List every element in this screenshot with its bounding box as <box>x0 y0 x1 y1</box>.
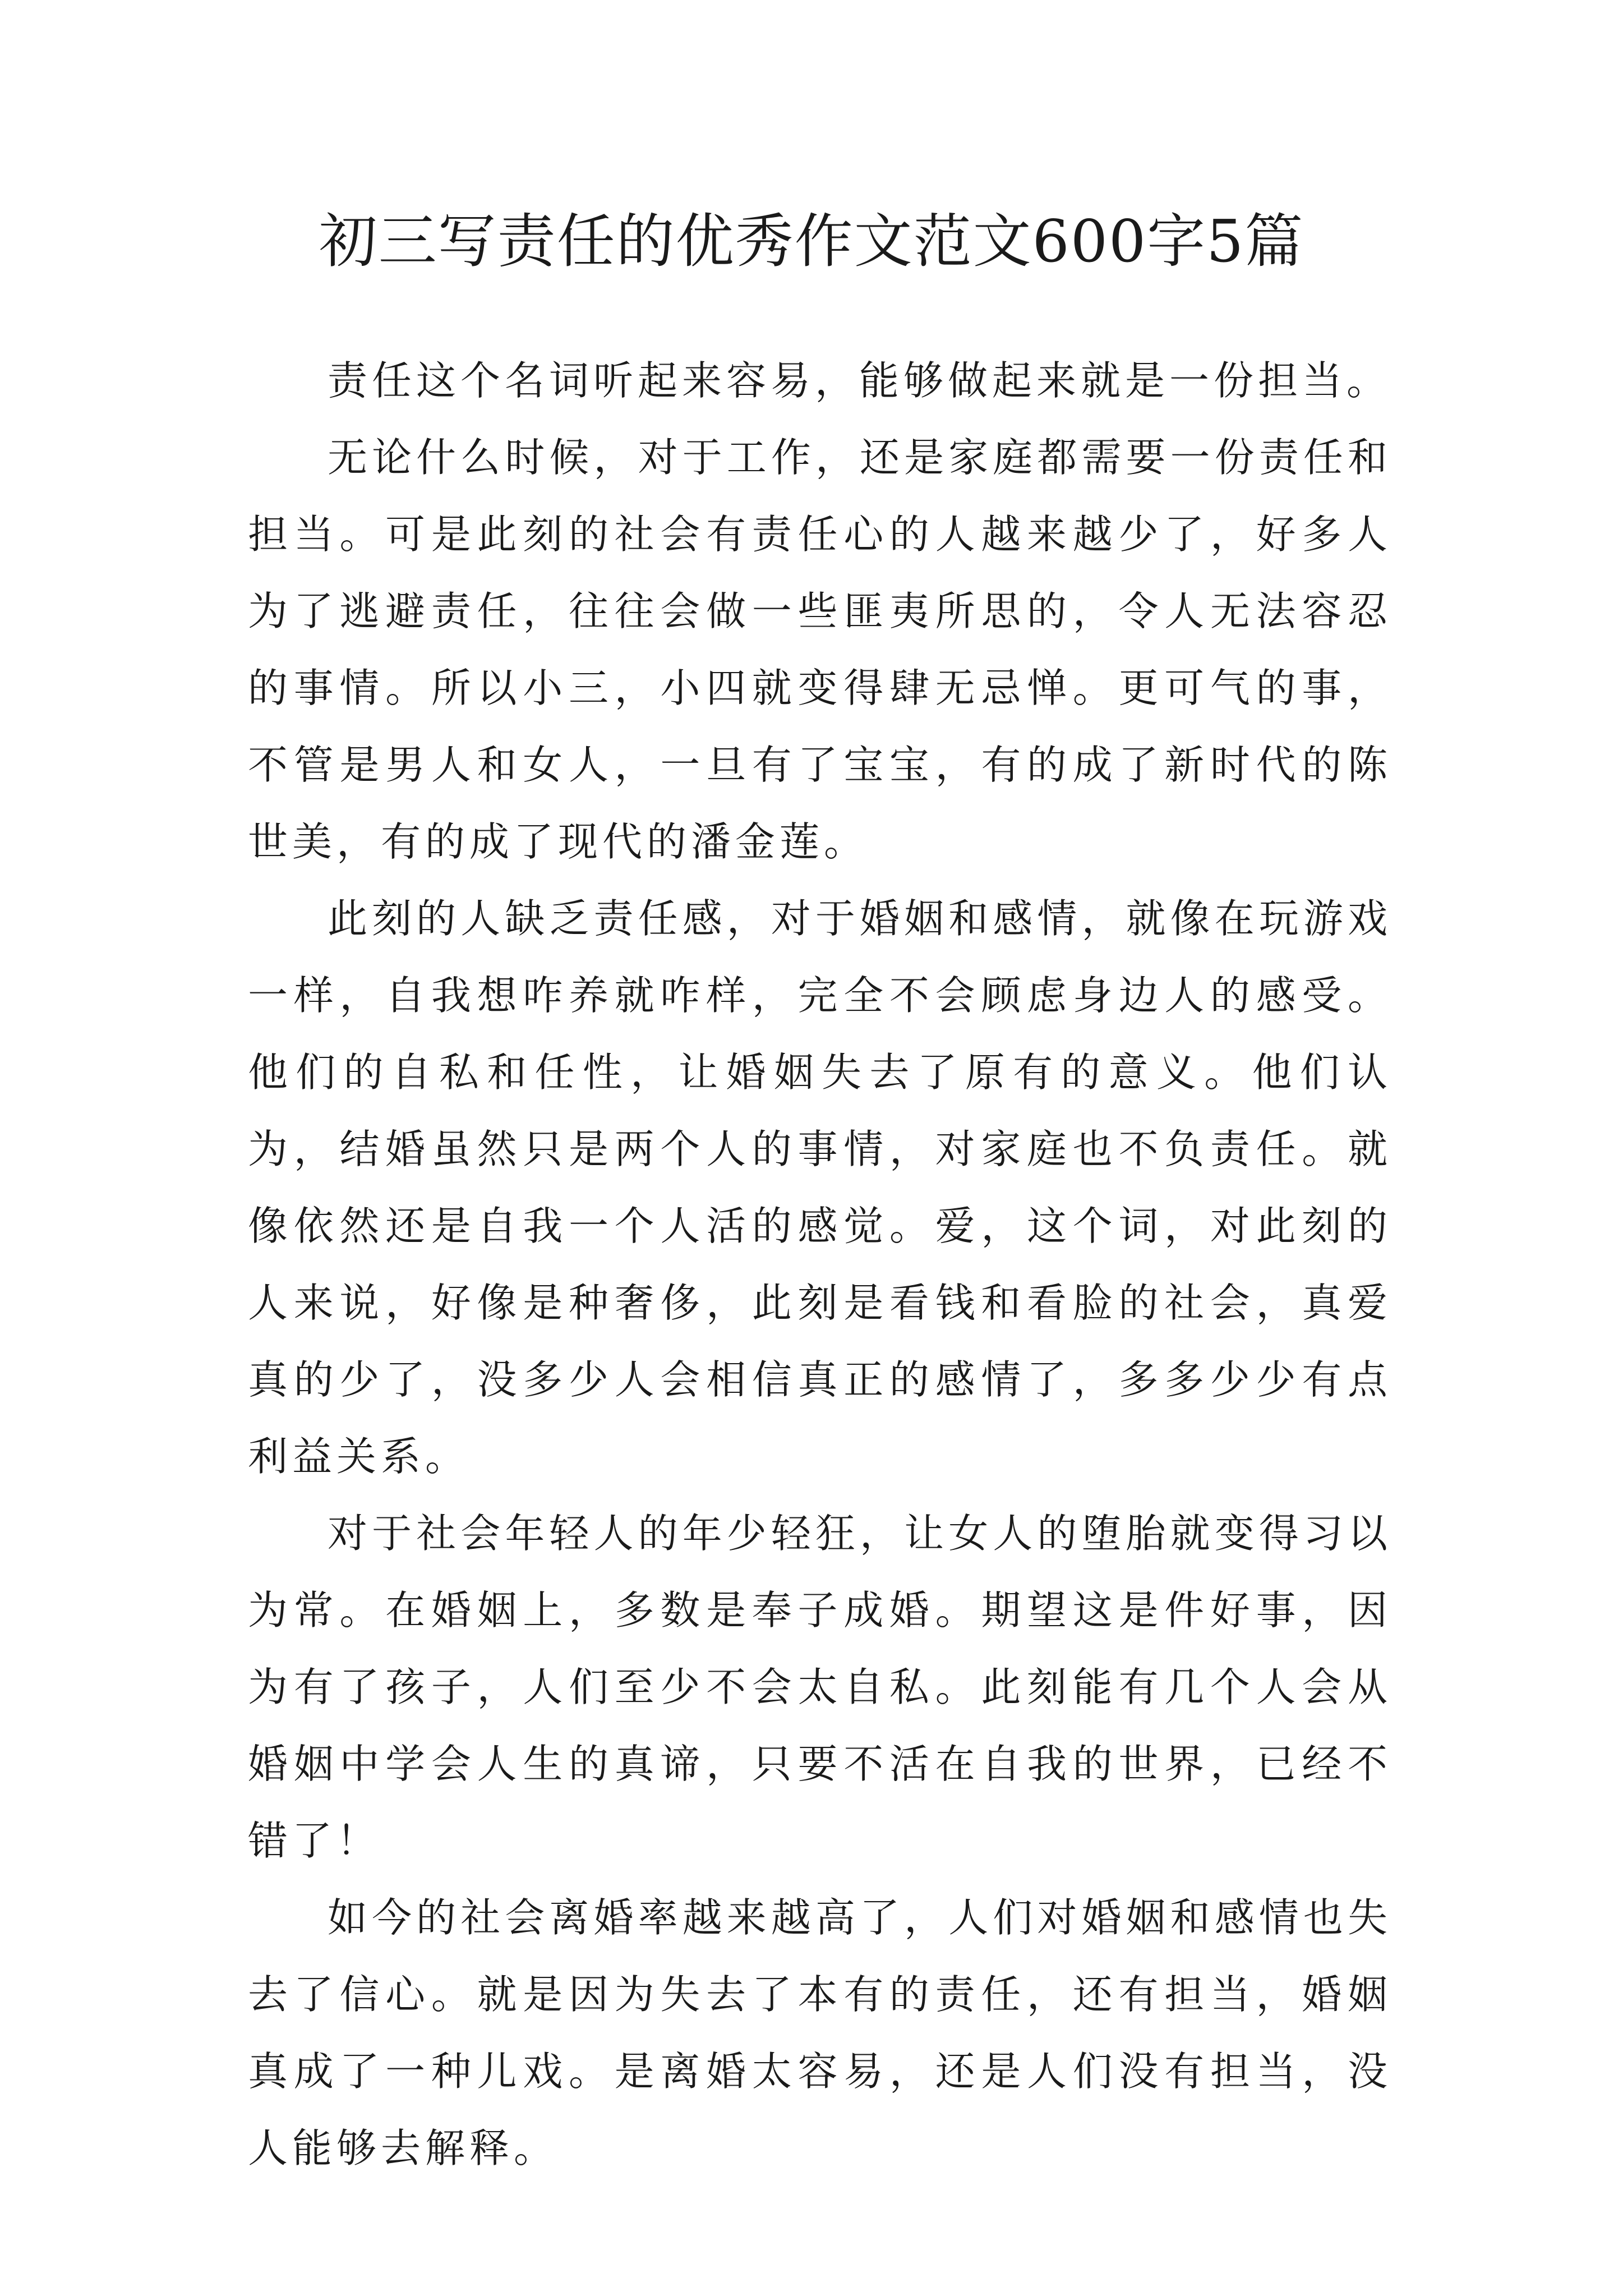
paragraph: 此刻的人缺乏责任感，对于婚姻和感情，就像在玩游戏一样，自我想咋养就咋样，完全不会顾虑身边人的感受。他们的自私和任性，让婚姻失去了原有的意义。他们认为，结婚虽然只是两个人的事情，对家庭也不负责任。就像依然还是自我一个人活的感觉。爱，这个词，对此刻的人来说，好像是种奢侈，此刻是看钱和看脸的社会，真爱真的少了，没多少人会相信真正的感情了，多多少少有点利益关系。 <box>248 895 1392 1480</box>
paragraph: 责任这个名词听起来容易，能够做起来就是一份担当。 <box>328 357 1391 404</box>
document-title: 初三写责任的优秀作文范文600字5篇 <box>319 207 1304 275</box>
paragraph: 如今的社会离婚率越来越高了，人们对婚姻和感情也失去了信心。就是因为失去了本有的责任，还有担当，婚姻真成了一种儿戏。是离婚太容易，还是人们没有担当，没人能够去解释。 <box>248 1894 1392 2171</box>
document-body <box>248 342 1392 2187</box>
paragraph: 无论什么时候，对于工作，还是家庭都需要一份责任和担当。可是此刻的社会有责任心的人越来越少了，好多人为了逃避责任，往往会做一些匪夷所思的，令人无法容忍的事情。所以小三，小四就变得肆无忌惮。更可气的事，不管是男人和女人，一旦有了宝宝，有的成了新时代的陈世美，有的成了现代的潘金莲。 <box>248 434 1392 865</box>
paragraph: 对于社会年轻人的年少轻狂，让女人的堕胎就变得习以为常。在婚姻上，多数是奉子成婚。期望这是件好事，因为有了孩子，人们至少不会太自私。此刻能有几个人会从婚姻中学会人生的真谛，只要不活在自我的世界，已经不错了！ <box>248 1510 1392 1864</box>
